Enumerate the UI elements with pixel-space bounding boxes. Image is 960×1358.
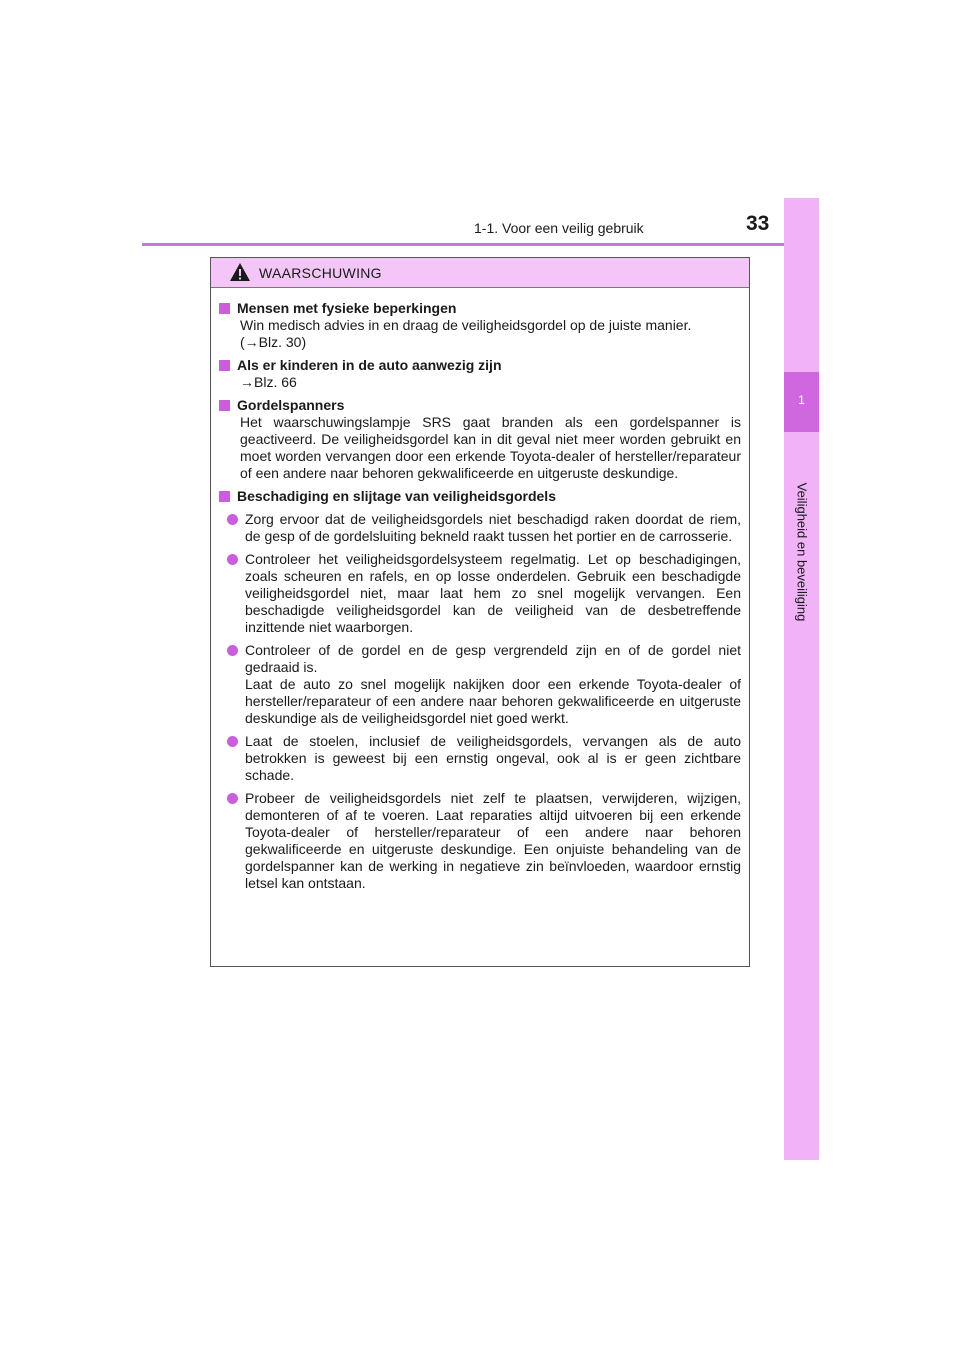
circle-bullet-icon [227,736,238,747]
list-item: Zorg ervoor dat de veiligheidsgordels niet beschadigd raken doordat de riem, de gesp of de gordelsluiting bekneld raakt tussen het portier en de carrosserie. [227,511,741,545]
header-divider [142,243,818,246]
warning-title: WAARSCHUWING [259,265,382,281]
circle-bullet-icon [227,793,238,804]
chapter-label: Veiligheid en beveiliging [794,482,810,622]
item-text: Win medisch advies in en draag de veiligheidsgordel op de juiste manier. [240,317,692,333]
list-item: Controleer het veiligheidsgordelsysteem regelmatig. Let op beschadigingen, zoals scheuren en rafels, en op losse onderdelen. Gebruik een beschadigde veiligheidsgordel niet, maar laat hem zo snel mogelijk vervangen. Een beschadigde veiligheidsgordel kan de veiligheid van de desbetreffende inzittende niet waarborgen. [227,551,741,636]
square-bullet-icon [219,360,230,371]
list-item: Controleer of de gordel en de gesp vergrendeld zijn en of de gordel niet gedraaid is. Laat de auto zo snel mogelijk nakijken door een erkende Toyota-dealer of hersteller/reparateur of een andere naar behoren gekwalificeerde en uitgeruste deskundige als de veiligheidsgordel niet goed werkt. [227,642,741,727]
square-bullet-icon [219,303,230,314]
circle-bullet-icon [227,645,238,656]
chapter-side-tab [784,198,819,1160]
square-bullet-icon [219,400,230,411]
warning-header [211,258,749,288]
warning-item [219,300,741,351]
item-text: Het waarschuwingslampje SRS gaat branden als een gordelspanner is geactiveerd. De veiligheidsgordel kan in dit geval niet meer worden gebruikt en moet worden vervangen door een erkende Toyota-dealer of hersteller/reparateur of een andere naar behoren gekwalificeerde en uitgeruste deskundige. [240,414,741,481]
circle-bullet-icon [227,554,238,565]
warning-triangle-icon [229,262,251,282]
square-bullet-icon [219,491,230,502]
item-heading: Mensen met fysieke beperkingen [219,300,741,317]
list-item: Probeer de veiligheidsgordels niet zelf te plaatsen, verwijderen, wijzigen, demonteren of af te voeren. Laat reparaties altijd uitvoeren bij een erkende Toyota-dealer of hersteller/reparateur of een andere naar behoren gekwalificeerde en uitgeruste deskundige. Een onjuiste behandeling van de gordelspanner kan de werking in negatieve zin beïnvloeden, waardoor ernstig letsel kan ontstaan. [227,790,741,892]
warning-item [219,488,741,892]
warning-item [219,357,741,391]
warning-box [210,257,750,967]
warning-item [219,397,741,482]
item-heading: Beschadiging en slijtage van veiligheidsgordels [219,488,741,505]
item-heading: Gordelspanners [219,397,741,414]
page-reference[interactable]: (→Blz. 30) [240,334,307,350]
page-number: 33 [746,212,770,235]
chapter-number: 1 [798,393,805,407]
circle-bullet-icon [227,514,238,525]
item-heading: Als er kinderen in de auto aanwezig zijn [219,357,741,374]
page-reference[interactable]: →Blz. 66 [240,374,297,390]
section-title: 1-1. Voor een veilig gebruik [474,220,644,236]
list-item: Laat de stoelen, inclusief de veiligheidsgordels, vervangen als de auto betrokken is geweest bij een ernstig ongeval, ook al is er geen zichtbare schade. [227,733,741,784]
warning-body [211,288,749,892]
